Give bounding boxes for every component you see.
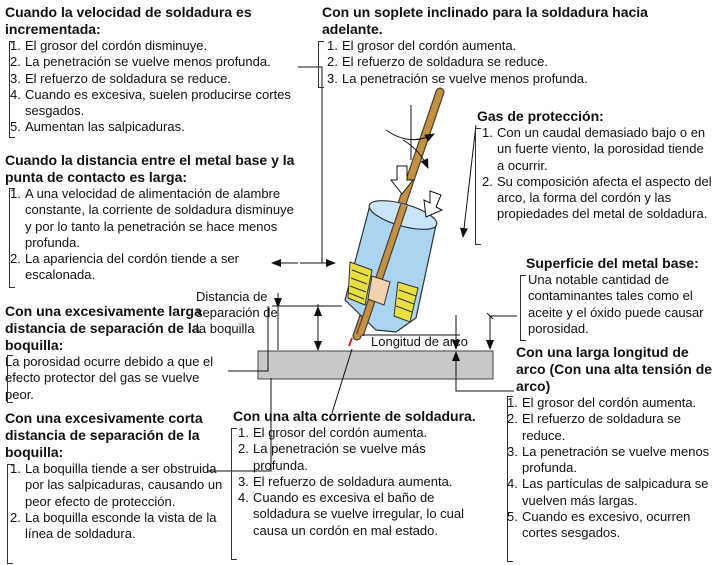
list-item: 1. A una velocidad de alimentación de alambre constante, la corriente de soldadura disminuye y por lo tanto la penetración se hace menos profunda. [10,186,294,250]
list-item: 2. La penetración se vuelve más profunda. [238,441,426,473]
long-arc-list [502,395,714,542]
list-item: 2. Su composición afecta el aspecto del arco, la forma del cordón y las propiedades del metal de soldadura. [482,173,712,222]
list-item: 3. La penetración se vuelve menos profunda. [327,70,588,86]
high-current-effects [233,408,503,539]
gas-title: Gas de protección: [477,108,604,124]
list-item: 2. La penetración se vuelve menos profunda. [10,54,271,70]
long-arc-effects [507,344,714,542]
high-current-list [233,425,481,539]
list-item: 1. La boquilla tiende a ser obstruida por las salpicaduras, causando un peor efecto de protección. [10,461,223,509]
inclined-list [322,38,712,87]
high-current-title: Con una alta corriente de soldadura. [233,408,476,424]
nozzle-distance-label: Distancia de separación de la boquilla [196,289,278,336]
list-item: 1. El grosor del cordón aumenta. [238,425,428,440]
inclined-effects [322,4,712,87]
long-arc-title: Con una larga longitud de arco (Con una alta tensión de arco) [516,344,713,394]
speed-effects [5,4,303,136]
long-nozzle-text: La porosidad ocurre debido a que el efecto protector del gas se vuelve peor. [5,354,214,402]
list-item: 1. El grosor del cordón aumenta. [327,38,517,53]
arc [349,338,352,346]
short-nozzle-list [5,461,233,542]
list-item: 2. El refuerzo de soldadura se reduce. [327,54,548,70]
distance-title: Cuando la distancia entre el metal base y la punta de contacto es larga: [5,152,295,185]
base-metal-plate [258,351,493,379]
surface-text: Una notable cantidad de contaminantes tales como el aceite y el óxido puede causar porosidad. [528,272,704,336]
list-item: 4. Las partículas de salpicadura se vuelven más largas. [507,476,709,508]
gas-effects [477,108,712,223]
arc-length-label: Longitud de arco [371,334,468,349]
short-nozzle-effects [5,410,233,542]
list-item: 1. El grosor del cordón aumenta. [507,395,697,410]
distance-effects [5,152,297,284]
surface-effects [522,255,712,337]
list-item: 5. Cuando es excesivo, ocurren cortes sesgados. [507,509,691,541]
list-item: 2. La boquilla esconde la vista de la línea de soldadura. [10,509,217,542]
inclined-title: Con un soplete inclinado para la soldadura hacia adelante. [322,4,648,37]
list-item: 3. El refuerzo de soldadura se reduce. [10,70,231,86]
list-item: 5. Aumentan las salpicaduras. [10,119,185,135]
list-item: 2. La apariencia del cordón tiende a ser escalonada. [10,251,239,283]
list-item: 4. Cuando es excesiva, suelen producirse cortes sesgados. [10,86,291,119]
gas-list [477,125,712,223]
list-item: 3. La penetración se vuelve menos profunda. [507,443,710,476]
list-item: 1. Con un caudal demasiado bajo o en un fuerte viento, la porosidad tiende a ocurrir. [482,125,706,173]
distance-list [5,186,297,284]
short-nozzle-title: Con una excesivamente corta distancia de separación de la boquilla: [5,410,203,460]
long-nozzle-title: Con una excesivamente larga distancia de separación de la boquilla: [5,303,202,353]
list-item: 3. El refuerzo de soldadura aumenta. [238,473,453,489]
speed-title: Cuando la velocidad de soldadura es incrementada: [5,4,252,37]
surface-title: Superficie del metal base: [526,255,699,271]
gas-flow-arrow-right [424,191,442,217]
list-item: 1. El grosor del cordón disminuye. [10,38,208,53]
speed-list [5,38,303,136]
list-item: 2. El refuerzo de soldadura se reduce. [507,411,681,443]
list-item: 4. Cuando es excesiva el baño de soldadura se vuelve irregular, lo cual causa un cordón en mal estado. [238,490,465,538]
